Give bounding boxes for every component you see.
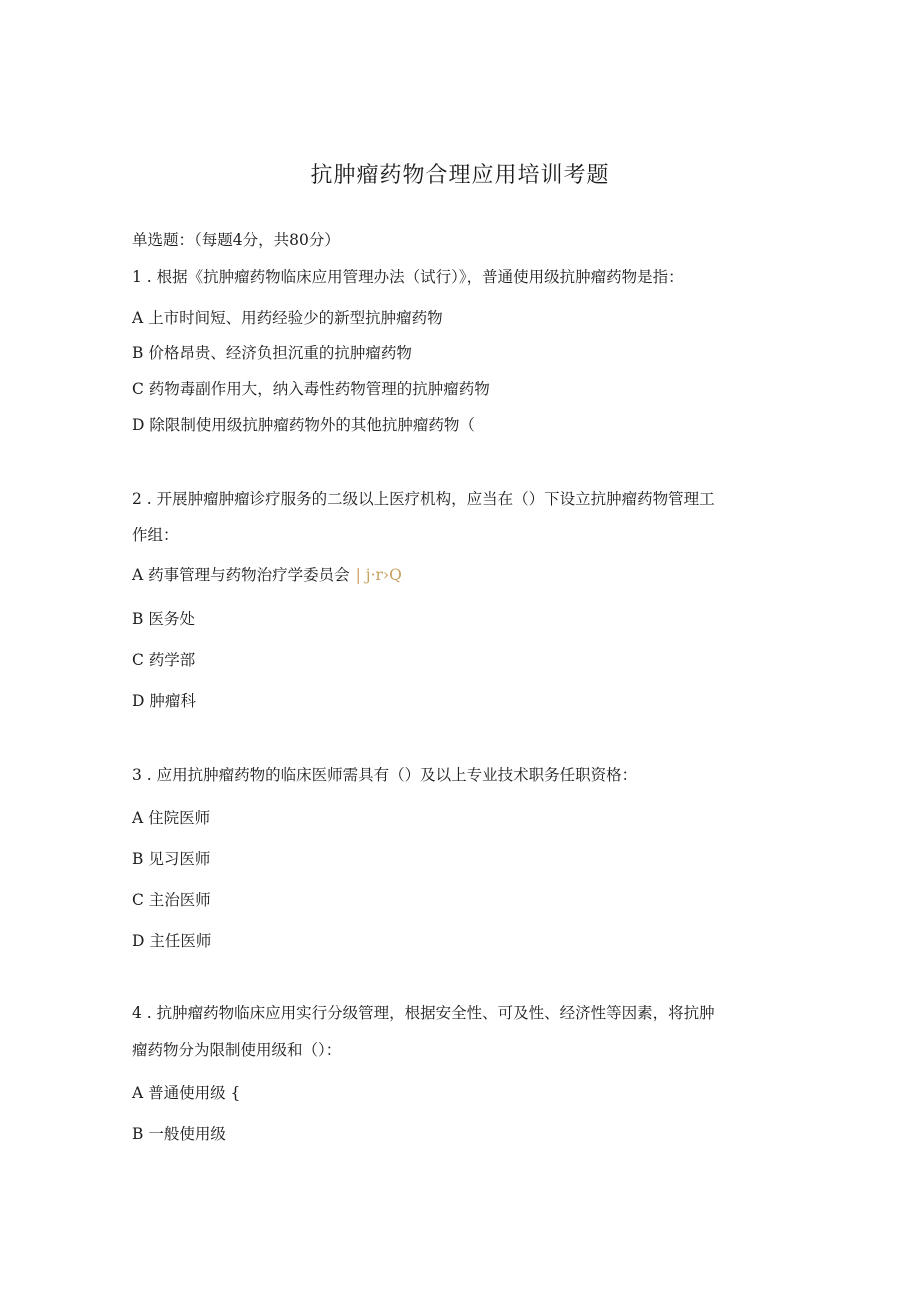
question-1-option-d: D 除限制使用级抗肿瘤药物外的其他抗肿瘤药物（ (132, 416, 475, 434)
question-2-option-a-row (132, 564, 402, 586)
question-4-option-b: B 一般使用级 (132, 1125, 226, 1143)
question-2-option-c: C 药学部 (132, 651, 196, 669)
question-4-stem-line2: 瘤药物分为限制使用级和（）： (132, 1041, 342, 1059)
document-title: 抗肿瘤药物合理应用培训考题 (310, 163, 610, 188)
question-1-stem: 1 . 根据《抗肿瘤药物临床应用管理办法（试行）》，普通使用级抗肿瘤药物是指： (132, 268, 684, 286)
stray-mark: | j·r›Q (355, 566, 402, 584)
question-3-option-a: A 住院医师 (132, 809, 211, 827)
question-1-option-b: B 价格昂贵、经济负担沉重的抗肿瘤药物 (132, 344, 412, 362)
question-1-option-a: A 上市时间短、用药经验少的新型抗肿瘤药物 (132, 309, 443, 327)
question-2-stem-line1: 2 . 开展肿瘤肿瘤诊疗服务的二级以上医疗机构，应当在（）下设立抗肿瘤药物管理工 (132, 490, 715, 508)
question-3-option-c: C 主治医师 (132, 891, 211, 909)
section-header: 单选题：（每题4分，共80分） (132, 231, 340, 249)
question-3-stem: 3 . 应用抗肿瘤药物的临床医师需具有（）及以上专业技术职务任职资格： (132, 766, 638, 784)
question-4-stem-line1: 4 . 抗肿瘤药物临床应用实行分级管理，根据安全性、可及性、经济性等因素，将抗肿 (132, 1004, 715, 1022)
question-3-option-b: B 见习医师 (132, 850, 211, 868)
question-3-option-d: D 主任医师 (132, 932, 212, 950)
question-2-stem-line2: 作组： (132, 526, 179, 544)
question-2-option-a: A 药事管理与药物治疗学委员会 (132, 566, 350, 584)
question-1-option-c: C 药物毒副作用大，纳入毒性药物管理的抗肿瘤药物 (132, 380, 490, 398)
question-4-option-a: A 普通使用级 { (132, 1084, 241, 1102)
question-2-option-b: B 医务处 (132, 610, 195, 628)
question-2-option-d: D 肿瘤科 (132, 692, 196, 710)
